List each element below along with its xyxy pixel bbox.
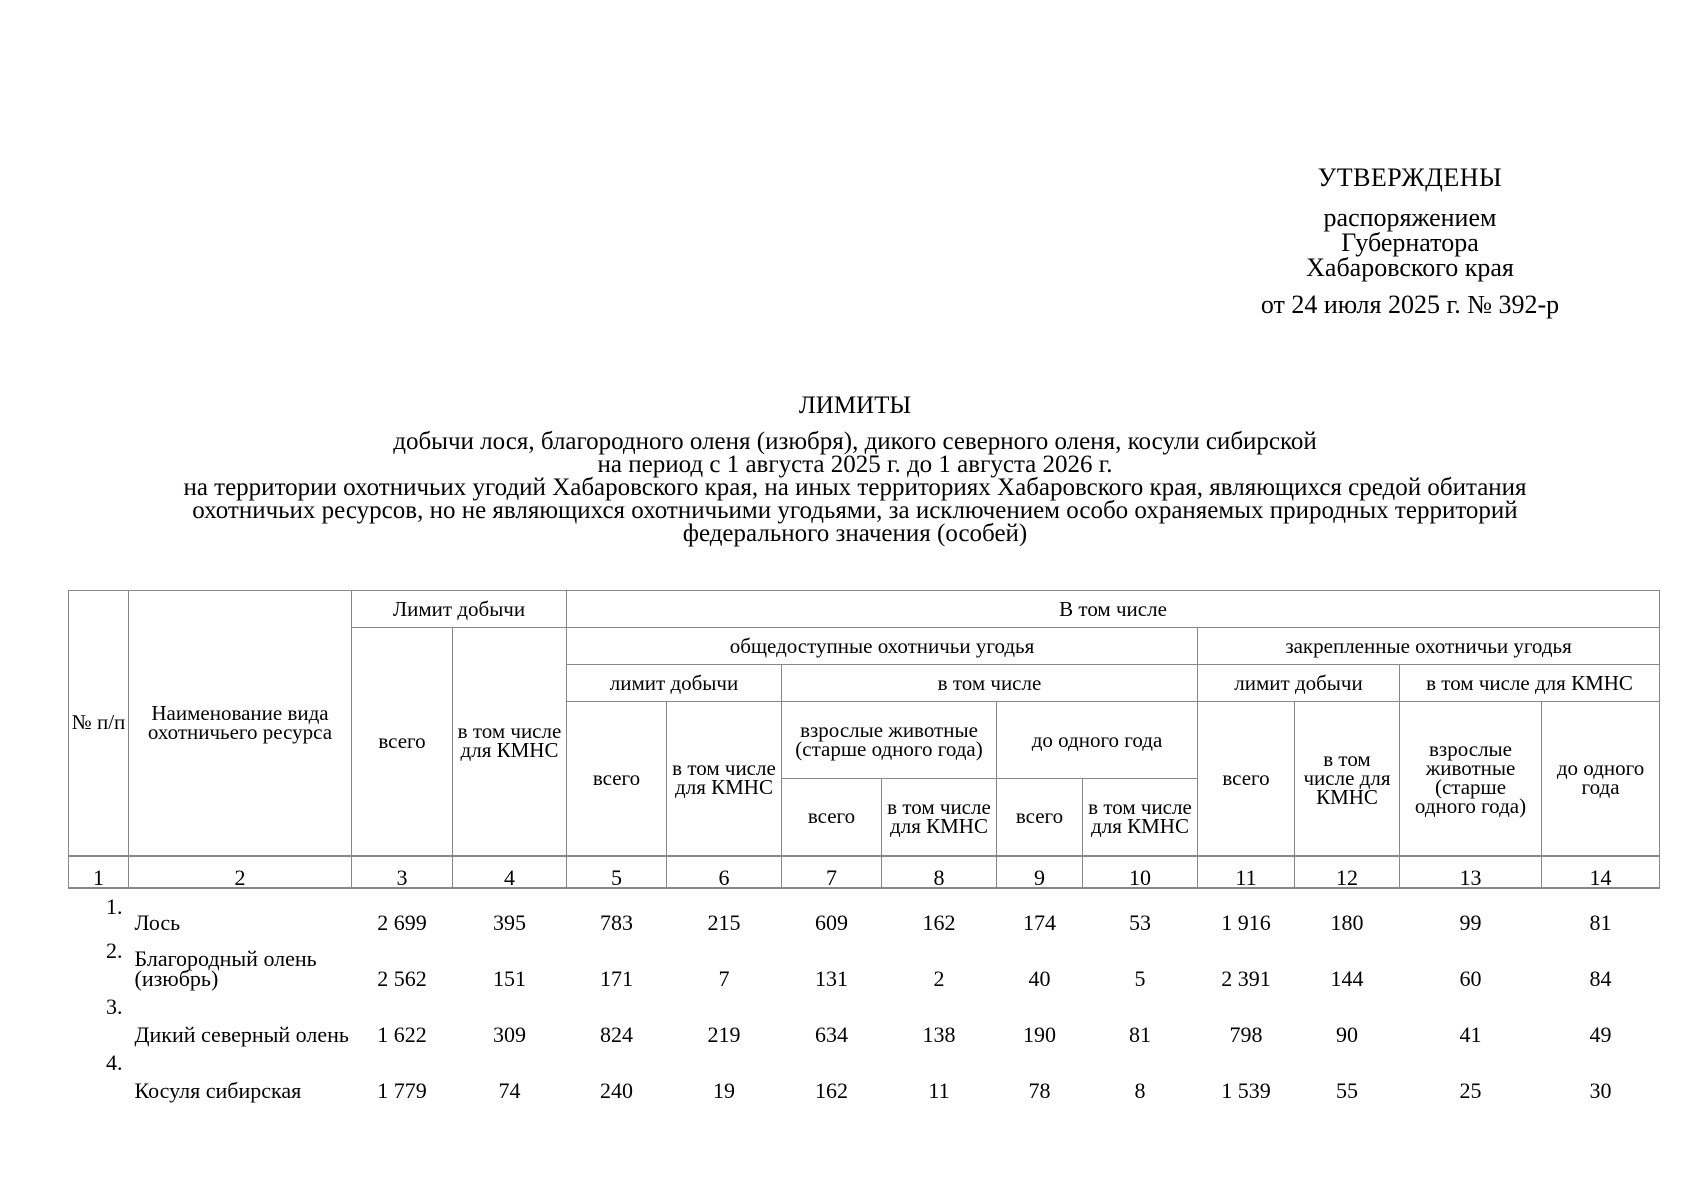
header-public-total: всего [567,702,667,856]
header-species-name: Наименование вида охотничьего ресурса [129,591,352,856]
approval-line-2: Губернатора [1341,228,1479,257]
cell-value: 55 [1336,1077,1358,1103]
header-public-including: в том числе [782,665,1198,702]
header-adult-kmns: в том числе для КМНС [882,779,997,856]
row-index: 4. [106,1049,123,1075]
header-assigned-grounds: закрепленные охотничьи угодья [1198,628,1660,665]
header-public-adult: взрослые животные (старше одного года) [782,702,997,779]
header-assigned-kmns: в том числе для КМНС [1295,702,1400,856]
cell-value: 7 [718,965,730,991]
row-index: 2. [106,937,123,963]
cell-value: 798 [1229,1021,1263,1047]
cell-value: 41 [1459,1021,1482,1047]
column-number-row [69,856,1660,888]
cell-value: 634 [815,1021,848,1047]
header-total: всего [352,628,453,856]
header-young-total: всего [997,779,1083,856]
cell-value: 2 699 [377,909,427,935]
document-title: ЛИМИТЫ [798,392,912,419]
limits-table [68,590,1660,1105]
header-assigned-limit: лимит добычи [1198,665,1400,702]
approval-line-3: Хабаровского края [1306,253,1514,282]
cell-value: 78 [1028,1077,1051,1103]
cell-value: 174 [1023,909,1056,935]
cell-value: 19 [713,1077,735,1103]
heading-line-2: на период с 1 августа 2025 г. до 1 августа 2026 г. [597,451,1113,478]
header-assigned-total: всего [1198,702,1295,856]
header-public-kmns: в том числе для КМНС [667,702,782,856]
header-adult-total: всего [782,779,882,856]
cell-value: 180 [1330,909,1364,935]
heading-line-4: охотничьих ресурсов, но не являющихся охотничьими угодьями, за исключением особо охраняемых природных территорий [192,497,1518,524]
cell-value: 824 [600,1021,633,1047]
heading-line-1: добычи лося, благородного оленя (изюбря), дикого северного оленя, косули сибирской [393,428,1317,455]
cell-value: 1 539 [1221,1077,1271,1103]
approval-line-1: распоряжением [1323,203,1497,232]
approval-block [1240,165,1580,318]
cell-value: 81 [1129,1021,1151,1047]
cell-value: 138 [922,1021,956,1047]
row-species: Лось [134,909,181,935]
column-number: 14 [1542,856,1660,888]
table-row [69,993,1660,1049]
cell-value: 1 622 [377,1021,427,1047]
header-including: В том числе [567,591,1660,628]
cell-value: 11 [928,1077,950,1103]
cell-value: 30 [1589,1077,1612,1103]
cell-value: 53 [1129,909,1151,935]
cell-value: 609 [815,909,848,935]
header-kmns: в том числе для КМНС [453,628,567,856]
column-number: 7 [782,856,882,888]
cell-value: 162 [815,1077,848,1103]
cell-value: 5 [1134,965,1146,991]
header-public-young: до одного года [997,702,1198,779]
column-number: 1 [69,856,129,888]
cell-value: 1 916 [1221,909,1271,935]
cell-value: 40 [1028,965,1051,991]
column-number: 11 [1198,856,1295,888]
cell-value: 144 [1330,965,1364,991]
column-number: 9 [997,856,1083,888]
header-public-limit: лимит добычи [567,665,782,702]
cell-value: 99 [1459,909,1482,935]
header-assigned-including-kmns: в том числе для КМНС [1400,665,1660,702]
cell-value: 90 [1336,1021,1358,1047]
cell-value: 49 [1589,1021,1612,1047]
row-species: Дикий северный олень [134,1021,349,1047]
approval-title: УТВЕРЖДЕНЫ [1317,163,1503,192]
approval-date: от 24 июля 2025 г. № 392-р [1260,290,1560,319]
cell-value: 81 [1589,909,1612,935]
column-number: 2 [129,856,352,888]
cell-value: 131 [815,965,848,991]
cell-value: 2 562 [377,965,427,991]
cell-value: 1 779 [377,1077,427,1103]
cell-value: 60 [1459,965,1482,991]
column-number: 13 [1400,856,1542,888]
heading-line-3: на территории охотничьих угодий Хабаровского края, на иных территориях Хабаровского края, являющихся средой обитания [183,474,1527,501]
cell-value: 8 [1134,1077,1146,1103]
table-row [69,1049,1660,1105]
cell-value: 84 [1589,965,1612,991]
table-row [69,937,1660,993]
column-number: 3 [352,856,453,888]
row-species: Косуля сибирская [134,1077,302,1103]
cell-value: 151 [493,965,526,991]
header-assigned-young: до одного года [1542,702,1660,856]
cell-value: 162 [922,909,956,935]
document-heading [60,393,1650,545]
heading-line-5: федерального значения (особей) [682,520,1028,547]
header-row-1 [69,591,1660,628]
cell-value: 783 [600,909,633,935]
cell-value: 2 391 [1221,965,1271,991]
header-limit: Лимит добычи [352,591,567,628]
row-index: 1. [106,893,123,919]
column-number: 10 [1083,856,1198,888]
column-number: 4 [453,856,567,888]
header-number: № п/п [69,591,129,856]
row-species: Благородный олень (изюбрь) [134,945,317,991]
cell-value: 171 [600,965,633,991]
cell-value: 219 [707,1021,741,1047]
cell-value: 25 [1459,1077,1482,1103]
column-number: 12 [1295,856,1400,888]
cell-value: 395 [493,909,526,935]
header-young-kmns: в том числе для КМНС [1083,779,1198,856]
column-number: 6 [667,856,782,888]
header-public-grounds: общедоступные охотничьи угодья [567,628,1198,665]
row-index: 3. [106,993,123,1019]
column-number: 5 [567,856,667,888]
cell-value: 190 [1023,1021,1056,1047]
column-number: 8 [882,856,997,888]
table-row [69,888,1660,937]
header-assigned-adult: взрослые животные (старше одного года) [1400,702,1542,856]
cell-value: 309 [493,1021,526,1047]
cell-value: 74 [498,1077,521,1103]
cell-value: 215 [707,909,741,935]
cell-value: 2 [933,965,945,991]
cell-value: 240 [600,1077,633,1103]
